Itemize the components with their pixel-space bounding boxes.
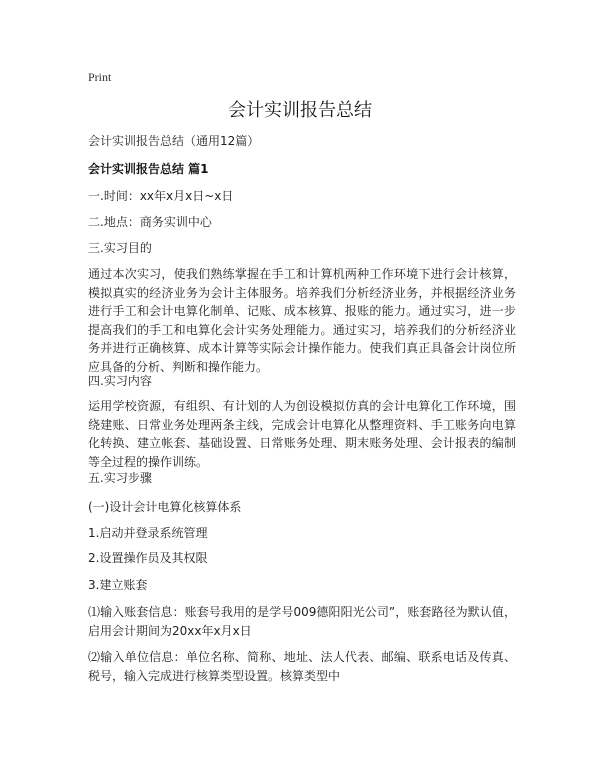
- step-3-2: ⑵输入单位信息：单位名称、简称、地址、法人代表、邮编、联系电话及传真、税号，输入完成进行核算类型设置。核算类型中: [88, 650, 516, 683]
- step-2: 2.设置操作员及其权限: [88, 551, 208, 565]
- content-heading: 四.实习内容: [88, 374, 152, 388]
- section-heading: 会计实训报告总结 篇1: [88, 162, 209, 176]
- print-label[interactable]: Print: [88, 70, 112, 84]
- item-place: 二.地点：商务实训中心: [88, 215, 212, 229]
- step-sub1: (一)设计会计电算化核算体系: [88, 500, 242, 514]
- subtitle: 会计实训报告总结（通用12篇）: [88, 134, 260, 148]
- purpose-paragraph: 通过本次实习，使我们熟练掌握在手工和计算机两种工作环境下进行会计核算，模拟真实的经济业务为会计主体服务。培养我们分析经济业务，并根据经济业务进行手工和会计电算化制单、记账、成本核算、报账的能力。通过实习，进一步提高我们的手工和电算化会计实务处理能力。通过实习，培养我们的分析经济业务并进行正确核算、成本计算等实际会计操作能力。使我们真正具备会计岗位所应具备的分析、判断和操作能力。: [88, 267, 516, 374]
- step-3: 3.建立账套: [88, 578, 148, 592]
- steps-heading: 五.实习步骤: [88, 471, 152, 485]
- item-time: 一.时间：xx年x月x日~x日: [88, 189, 234, 203]
- step-1: 1.启动并登录系统管理: [88, 526, 208, 540]
- content-paragraph: 运用学校资源，有组织、有计划的人为创设模拟仿真的会计电算化工作环境，围绕建账、日常业务处理两条主线，完成会计电算化从整理资料、手工账务向电算化转换、建立帐套、基础设置、日常账务处理、期末账务处理、会计报表的编制等全过程的操作训练。: [88, 399, 516, 469]
- page-title: 会计实训报告总结: [228, 100, 372, 121]
- step-3-1: ⑴输入账套信息：账套号我用的是学号009德阳阳光公司”，账套路径为默认值，启用会计期间为20xx年x月x日: [88, 605, 516, 638]
- purpose-heading: 三.实习目的: [88, 241, 152, 255]
